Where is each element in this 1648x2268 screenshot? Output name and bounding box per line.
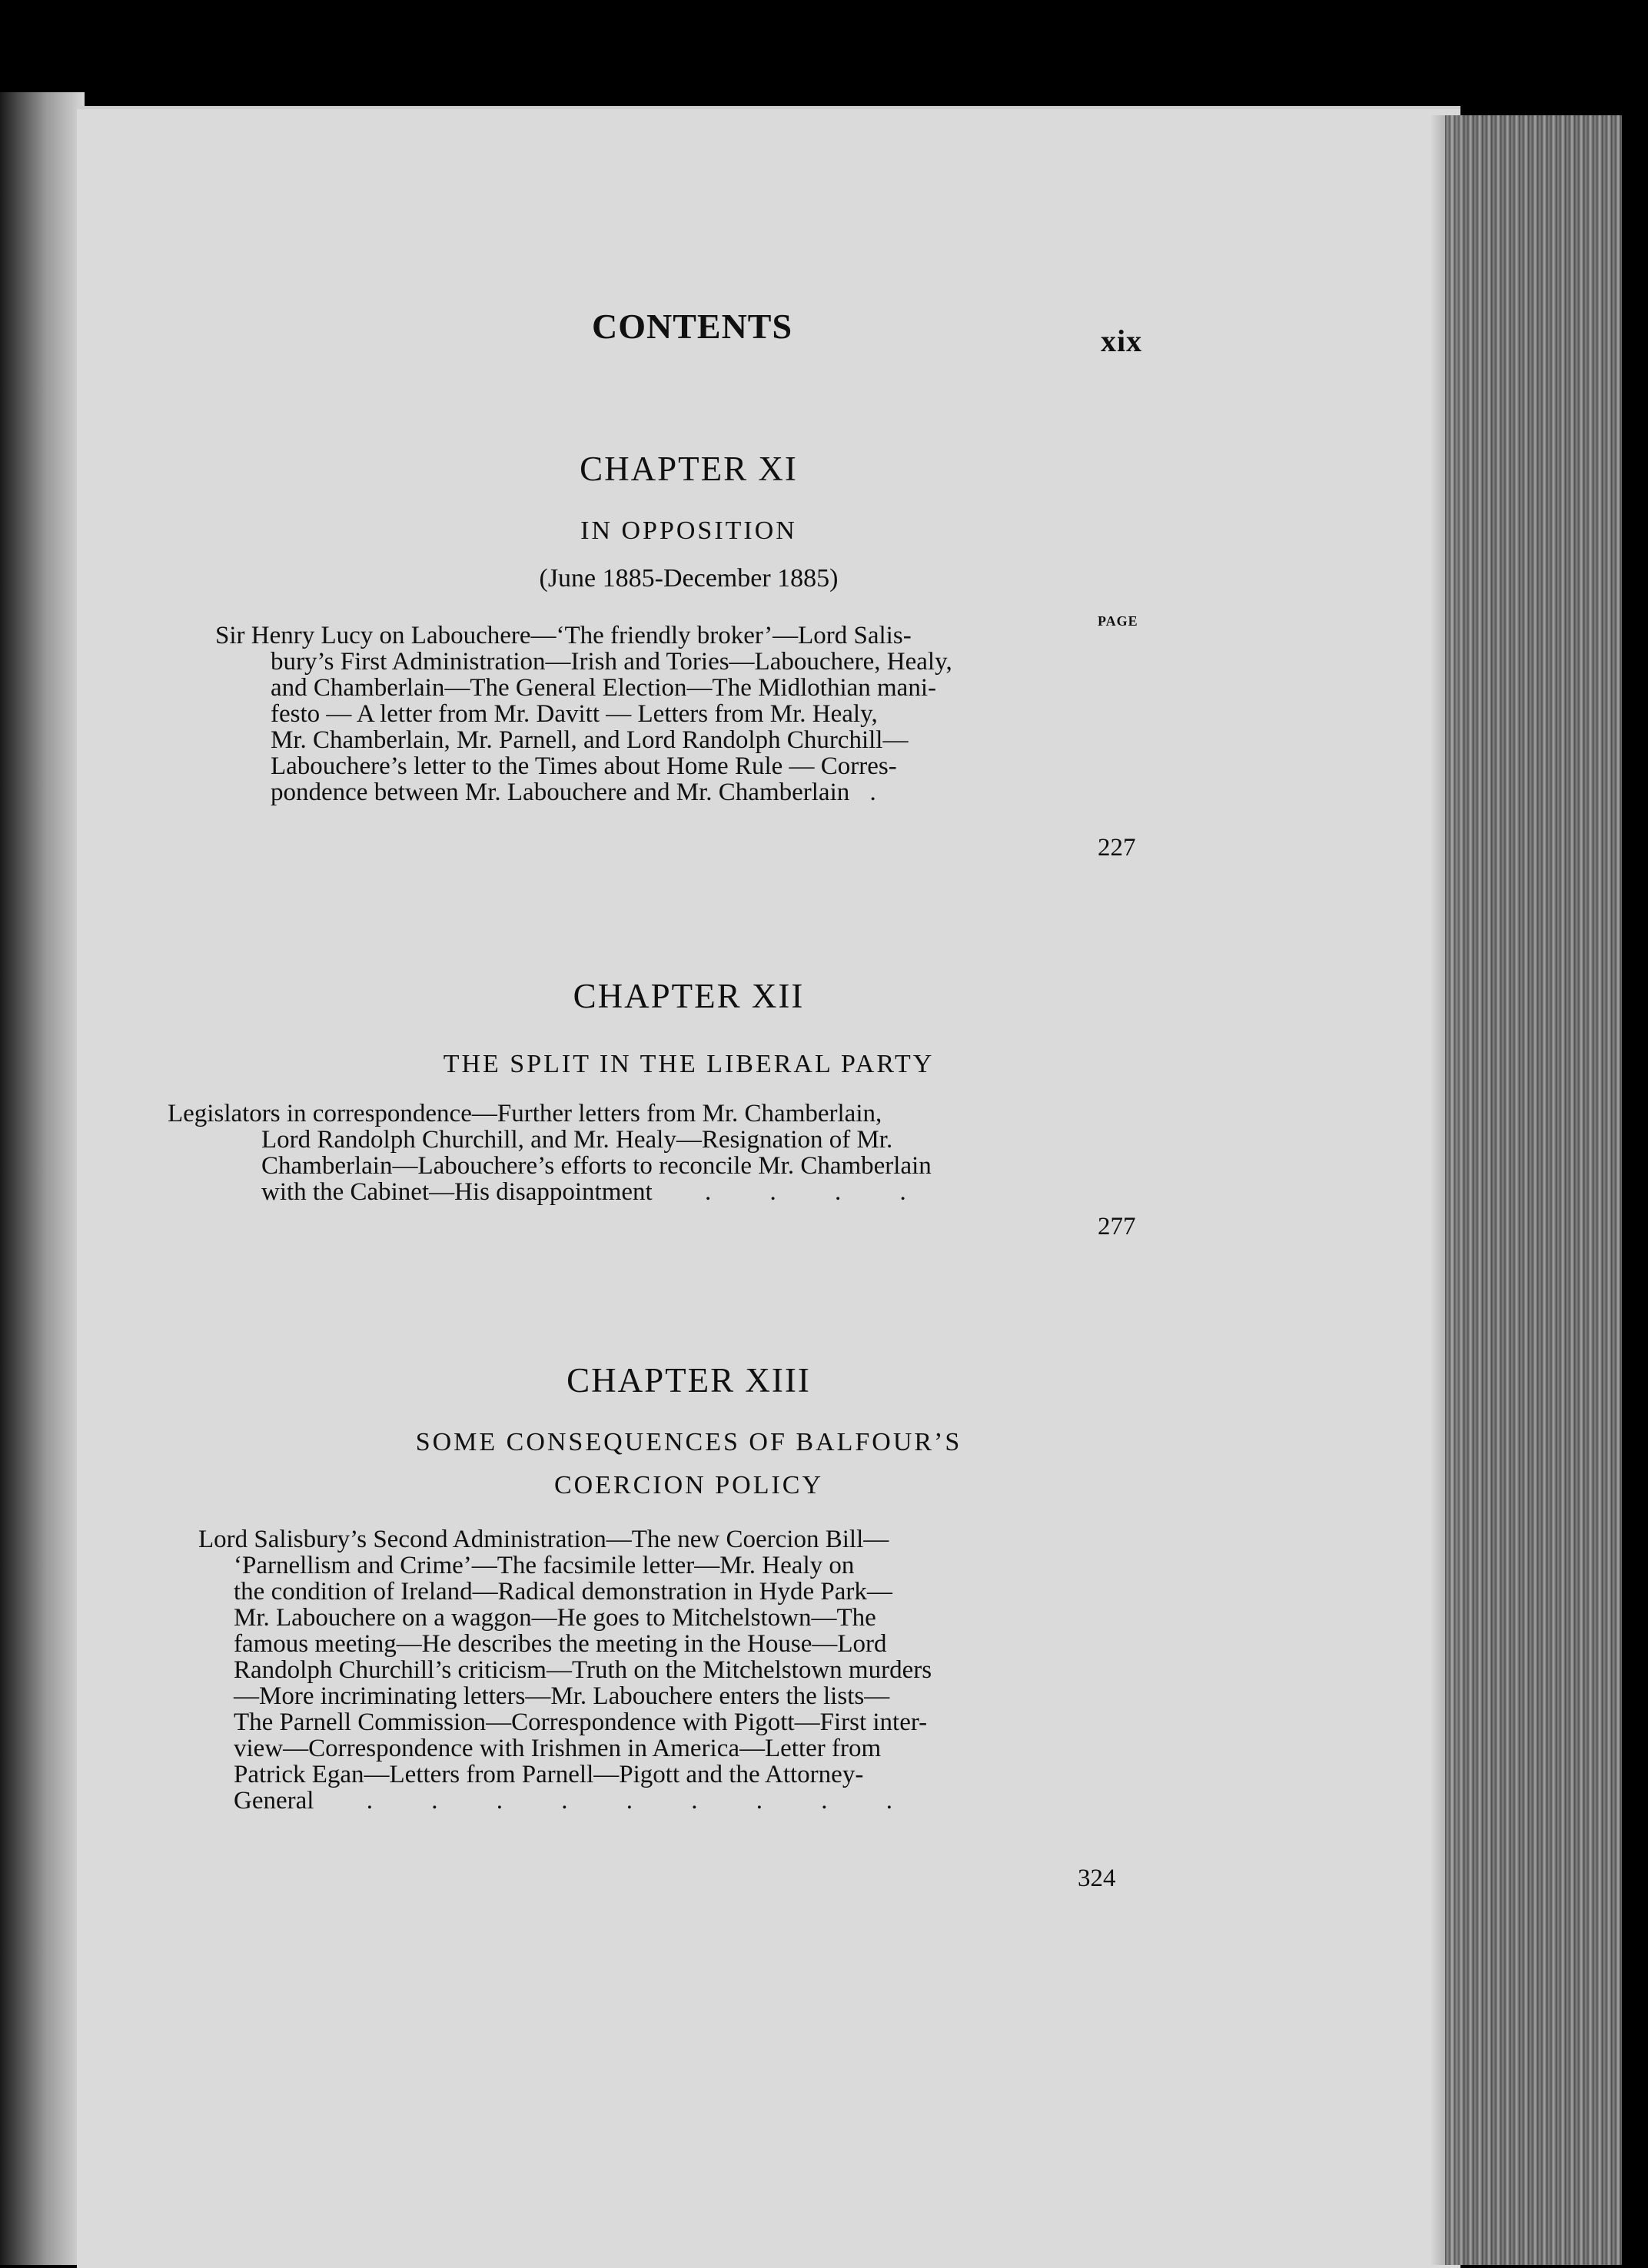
page-folio: xix (1101, 324, 1143, 358)
summary-line: and Chamberlain—The General Election—The Midlothian mani- (271, 674, 936, 702)
page-column-label: PAGE (1098, 613, 1138, 629)
chapter-xii-title: CHAPTER XII (573, 977, 805, 1015)
dot-leader: . . . . (704, 1178, 932, 1206)
summary-line: Legislators in correspondence—Further letters from Mr. Chamberlain, (168, 1100, 882, 1127)
summary-line-text: pondence between Mr. Labouchere and Mr. Chamberlain (271, 779, 850, 806)
summary-line: Mr. Labouchere on a waggon—He goes to Mitchelstown—The (234, 1604, 876, 1632)
chapter-xiii-subtitle-line-2: COERCION POLICY (553, 1471, 824, 1499)
summary-line: Lord Salisbury’s Second Administration—The new Coercion Bill— (198, 1526, 889, 1553)
summary-line: famous meeting—He describes the meeting in the House—Lord (234, 1630, 887, 1658)
summary-line (198, 1788, 1065, 1814)
running-head: CONTENTS (592, 307, 793, 346)
summary-line (215, 779, 1065, 805)
summary-line (168, 1179, 1065, 1205)
facing-page-edge (0, 92, 85, 2265)
dot-leader: . . . . . . . . . (366, 1787, 919, 1815)
summary-line: Mr. Chamberlain, Mr. Parnell, and Lord Randolph Churchill— (271, 726, 909, 754)
summary-line: Chamberlain—Labouchere’s efforts to reconcile Mr. Chamberlain (261, 1152, 932, 1180)
summary-line: —More incriminating letters—Mr. Labouchere enters the lists— (234, 1682, 890, 1710)
chapter-xii-page-number: 277 (1098, 1213, 1136, 1240)
summary-line: view—Correspondence with Irishmen in America—Letter from (234, 1735, 882, 1762)
summary-line: festo — A letter from Mr. Davitt — Letters from Mr. Healy, (271, 700, 878, 728)
chapter-xi-dates: (June 1885-December 1885) (539, 564, 839, 593)
chapter-xi-subtitle: IN OPPOSITION (580, 516, 797, 545)
summary-line-text: with the Cabinet—His disappointment (261, 1178, 653, 1206)
chapter-xi-summary (215, 623, 1065, 805)
chapter-xiii-subtitle-line-1: SOME CONSEQUENCES OF BALFOUR’S (415, 1428, 962, 1456)
dot-leader: . (869, 779, 902, 806)
page-fore-edge (1445, 115, 1622, 2265)
chapter-xi-page-number: 227 (1098, 834, 1136, 862)
chapter-xiii-page-number: 324 (1078, 1865, 1116, 1892)
chapter-xiii-title: CHAPTER XIII (566, 1361, 811, 1400)
summary-line: ‘Parnellism and Crime’—The facsimile letter—Mr. Healy on (234, 1552, 855, 1579)
summary-line: bury’s First Administration—Irish and Tories—Labouchere, Healy, (271, 648, 952, 676)
summary-line-text: General (234, 1787, 314, 1815)
chapter-xiii-summary (198, 1526, 1065, 1814)
summary-line: Sir Henry Lucy on Labouchere—‘The friendly broker’—Lord Salis- (215, 622, 912, 649)
summary-line: Randolph Churchill’s criticism—Truth on the Mitchelstown murders (234, 1656, 932, 1684)
summary-line: The Parnell Commission—Correspondence with Pigott—First inter- (234, 1708, 928, 1736)
chapter-xi-title: CHAPTER XI (580, 450, 798, 488)
summary-line: Lord Randolph Churchill, and Mr. Healy—Resignation of Mr. (261, 1126, 893, 1154)
summary-line: Patrick Egan—Letters from Parnell—Pigott and the Attorney- (234, 1761, 864, 1788)
summary-line: Labouchere’s letter to the Times about Home Rule — Corres- (271, 752, 897, 780)
summary-line: the condition of Ireland—Radical demonstration in Hyde Park— (234, 1578, 892, 1606)
chapter-xii-summary (168, 1101, 1065, 1205)
chapter-xii-subtitle: THE SPLIT IN THE LIBERAL PARTY (443, 1050, 935, 1078)
